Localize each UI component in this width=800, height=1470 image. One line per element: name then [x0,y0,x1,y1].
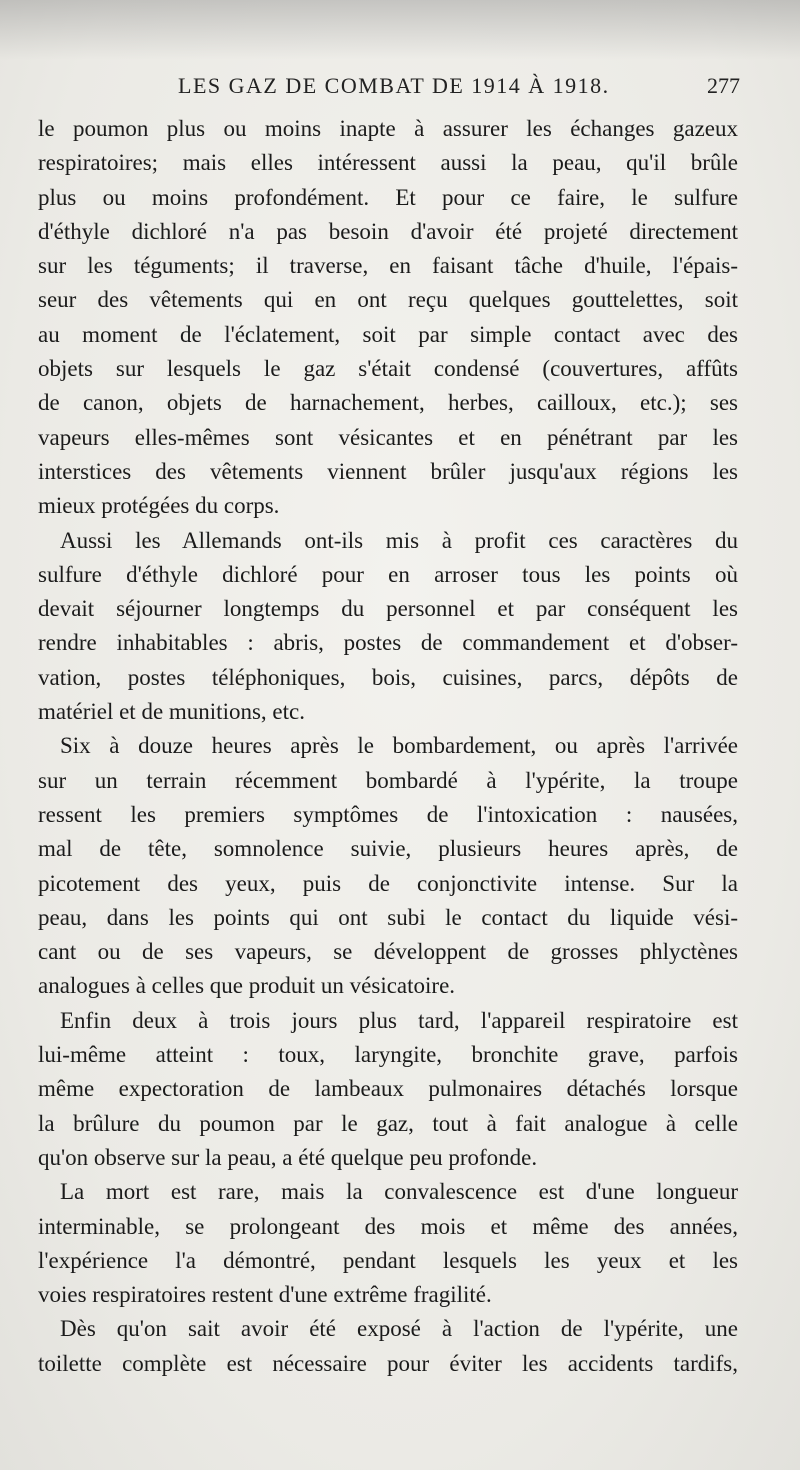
text-line: picotement des yeux, puis de conjonctivite intense. Sur la [38,870,738,896]
paragraph-start-line: Enfin deux à trois jours plus tard, l'appareil respiratoire est [60,1007,738,1033]
text-line: respiratoires; mais elles intéressent aussi la peau, qu'il brûle [38,150,738,176]
paragraph-start-line: La mort est rare, mais la convalescence est d'une longueur [60,1179,738,1205]
page-number: 277 [707,73,740,98]
text-line: qu'on observe sur la peau, a été quelque peu profonde. [38,1144,538,1170]
text-line: au moment de l'éclatement, soit par simple contact avec des [38,321,738,347]
text-line: sur les téguments; il traverse, en faisant tâche d'huile, l'épais- [38,253,738,279]
text-line: objets sur lesquels le gaz s'était condensé (couvertures, affûts [38,356,738,382]
body-text [38,112,738,1381]
text-line: rendre inhabitables : abris, postes de commandement et d'obser- [38,630,738,656]
text-line: voies respiratoires restent d'une extrême fragilité. [38,1282,492,1308]
paragraph-start-line: Six à douze heures après le bombardement, ou après l'arrivée [60,733,738,759]
text-line: interminable, se prolongeant des mois et même des années, [38,1213,738,1239]
text-line: même expectoration de lambeaux pulmonaires détachés lorsque [38,1076,738,1102]
scan-edge-shadow [0,0,800,60]
text-line: peau, dans les points qui ont subi le contact du liquide vési- [38,904,738,930]
text-line: mal de tête, somnolence suivie, plusieurs heures après, de [38,836,738,862]
text-line: ressent les premiers symptômes de l'intoxication : nausées, [38,801,738,827]
text-line: l'expérience l'a démontré, pendant lesquels les yeux et les [38,1247,738,1273]
text-line: de canon, objets de harnachement, herbes, cailloux, etc.); ses [38,390,738,416]
text-line: vapeurs elles-mêmes sont vésicantes et en pénétrant par les [38,424,738,450]
text-line: d'éthyle dichloré n'a pas besoin d'avoir été projeté directement [38,218,738,244]
text-line: sur un terrain récemment bombardé à l'ypérite, la troupe [38,767,738,793]
text-line: mieux protégées du corps. [38,493,280,519]
text-line: la brûlure du poumon par le gaz, tout à fait analogue à celle [38,1110,738,1136]
paragraph-start-line: Dès qu'on sait avoir été exposé à l'action de l'ypérite, une [60,1316,738,1342]
text-line: devait séjourner longtemps du personnel et par conséquent les [38,596,738,622]
text-line: toilette complète est nécessaire pour éviter les accidents tardifs, [38,1350,738,1376]
paragraph-start-line: Aussi les Allemands ont-ils mis à profit ces caractères du [60,527,738,553]
text-line: sulfure d'éthyle dichloré pour en arroser tous les points où [38,561,738,587]
text-line: matériel et de munitions, etc. [38,699,305,725]
text-line: le poumon plus ou moins inapte à assurer les échanges gazeux [38,116,738,141]
text-line: analogues à celles que produit un vésicatoire. [38,973,456,999]
running-title: LES GAZ DE COMBAT DE 1914 À 1918. [178,73,610,98]
text-line: lui-même atteint : toux, laryngite, bronchite grave, parfois [38,1042,738,1068]
text-line: cant ou de ses vapeurs, se développent de grosses phlyctènes [38,939,738,965]
text-line: seur des vêtements qui en ont reçu quelques gouttelettes, soit [38,287,738,313]
running-head [40,73,740,103]
text-line: plus ou moins profondément. Et pour ce faire, le sulfure [38,184,738,210]
text-line: interstices des vêtements viennent brûler jusqu'aux régions les [38,458,738,484]
text-line: vation, postes téléphoniques, bois, cuisines, parcs, dépôts de [38,664,738,690]
